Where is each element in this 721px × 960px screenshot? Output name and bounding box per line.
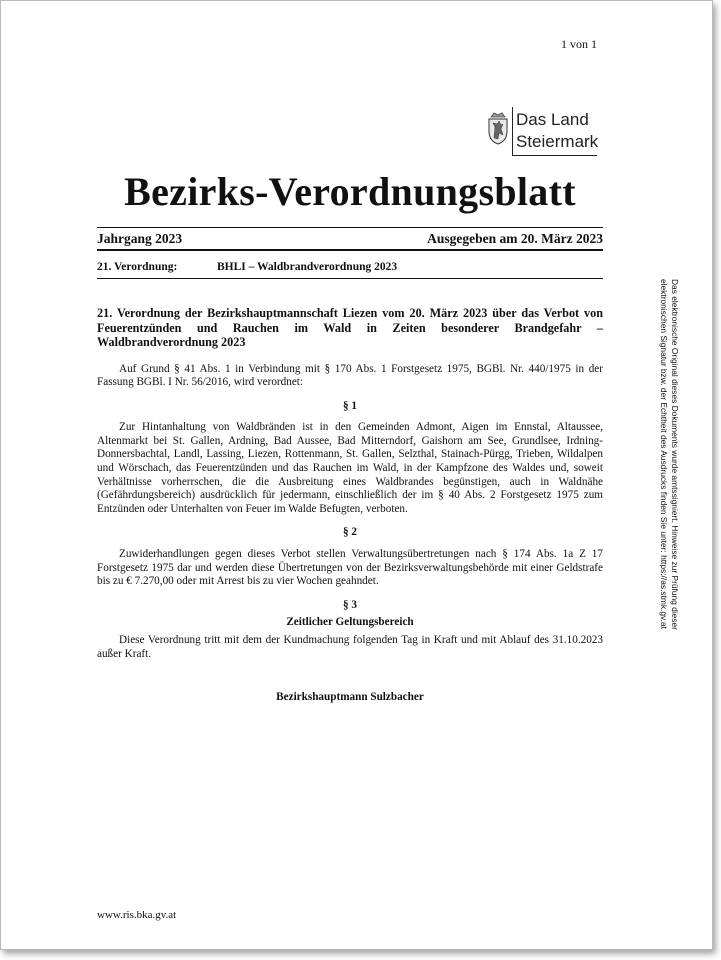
section-1-heading: § 1 bbox=[343, 399, 357, 412]
issue-year: Jahrgang 2023 bbox=[97, 231, 183, 246]
ordinance-short-title: BHLI – Waldbrandverordnung 2023 bbox=[217, 261, 398, 273]
coat-of-arms-icon bbox=[486, 111, 510, 145]
signature-note-container bbox=[609, 279, 721, 649]
page-title: Bezirks-Verordnungsblatt bbox=[124, 169, 576, 214]
divider bbox=[97, 278, 603, 279]
logo-text-line1: Das Land bbox=[516, 110, 589, 129]
ordinance-heading: 21. Verordnung der Bezirkshauptmannschaft Liezen vom 20. März 2023 über das Verbot von Feuerentzünden und Rauchen im Wald in Zeiten besonderer Brandgefahr – Waldbrandverordnung 2023 bbox=[97, 306, 603, 349]
page-number: 1 von 1 bbox=[561, 37, 597, 51]
section-2-text: Zuwiderhandlungen gegen dieses Verbot stellen Verwaltungsübertretungen nach § 174 Abs. 1a Z 17 Forstgesetz 1975 dar und werden diese Übertretungen von der Bezirksverwaltungsbehörde mit einer Geldstrafe bis zu € 7.270,00 oder mit Arrest bis zu vier Wochen geahndet. bbox=[97, 548, 603, 588]
ordinance-body bbox=[97, 306, 603, 705]
signature-note: Das elektronische Original dieses Dokuments wurde amtssigniert. Hinweise zur Prüfung dieser elektronischen Signatur bzw. der Echtheit des Ausdrucks finden Sie unter: https://as.stmk.gv.at bbox=[659, 279, 680, 630]
issue-date: Ausgegeben am 20. März 2023 bbox=[427, 231, 603, 246]
section-3-title: Zeitlicher Geltungsbereich bbox=[286, 616, 414, 629]
divider bbox=[97, 249, 603, 251]
ordinance-label: 21. Verordnung: bbox=[97, 261, 178, 273]
section-3-heading: § 3 bbox=[343, 598, 357, 611]
steiermark-logo bbox=[486, 107, 604, 159]
divider bbox=[97, 227, 603, 228]
section-2-heading: § 2 bbox=[343, 526, 357, 539]
intro-paragraph: Auf Grund § 41 Abs. 1 in Verbindung mit § 170 Abs. 1 Forstgesetz 1975, BGBl. Nr. 440/1975 in der Fassung BGBl. I Nr. 56/2016, wird verordnet: bbox=[97, 362, 603, 389]
section-3-text: Diese Verordnung tritt mit dem der Kundmachung folgenden Tag in Kraft und mit Ablauf des 31.10.2023 außer Kraft. bbox=[97, 634, 603, 660]
footer-url[interactable]: www.ris.bka.gv.at bbox=[97, 909, 177, 921]
logo-text-line2: Steiermark bbox=[516, 132, 599, 151]
signature: Bezirkshauptmann Sulzbacher bbox=[276, 691, 424, 704]
section-1-text: Zur Hintanhaltung von Waldbränden ist in den Gemeinden Admont, Aigen im Ennstal, Altaussee, Altenmarkt bei St. Gallen, Ardning, Bad Aussee, Bad Mitterndorf, Gaishorn am See, Grundlsee, Irdning-Donnersbachtal, Landl, Lassing, Liezen, Rottenmann, St. Gallen, Selzthal, Stainach-Pürgg, Trieben, Wildalpen und Wörschach, das Feuerentzünden und das Rauchen im Wald, in der Kampfzone des Waldes und, soweit Verhältnisse vorherrschen, die die Ausbreitung eines Waldbrandes begünstigen, auch in Waldnähe (Gefährdungsbereich) ausdrücklich für jedermann, einschließlich der im § 40 Abs. 2 Forstgesetz 1975 zum Entzünden oder Unterhalten von Feuer im Walde Befugten, verboten. bbox=[97, 421, 603, 515]
